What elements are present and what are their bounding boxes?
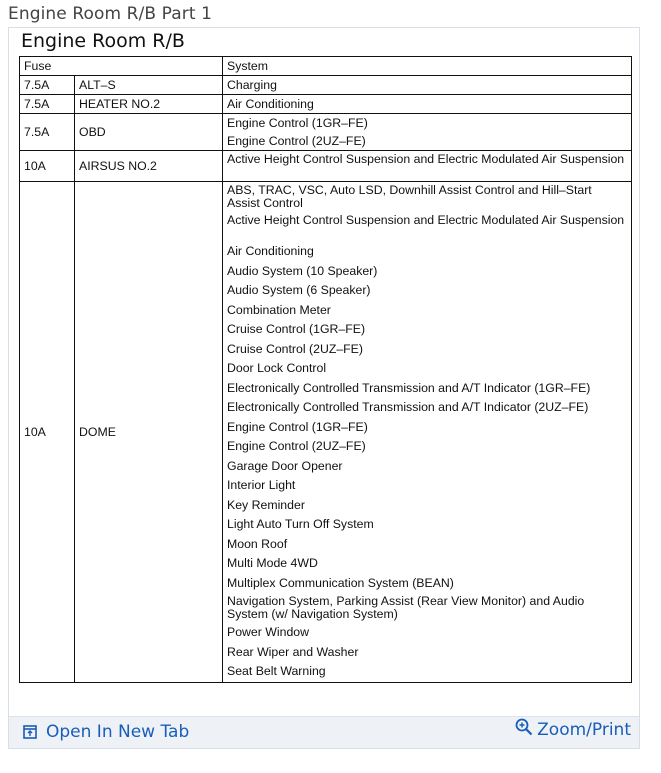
system-entry: Multi Mode 4WD: [227, 556, 318, 570]
open-new-tab-icon: [23, 725, 37, 739]
zoom-in-icon: [515, 718, 533, 736]
system-entry: Multiplex Communication System (BEAN): [227, 575, 454, 590]
system-entry: Cruise Control (1GR–FE): [227, 322, 366, 336]
fuse-amperage: 7.5A: [20, 114, 75, 151]
figure-panel: [8, 27, 640, 749]
system-entry: Audio System (6 Speaker): [227, 283, 371, 297]
table-row: [20, 151, 632, 182]
system-cell: [223, 95, 632, 114]
system-entry: Engine Control (2UZ–FE): [227, 439, 366, 453]
table-row: [20, 114, 632, 151]
system-entry: Active Height Control Suspension and Electric Modulated Air Suspension: [227, 151, 625, 166]
system-cell: [223, 76, 632, 95]
zoom-print-label: Zoom/Print: [537, 720, 631, 740]
system-entry: Electronically Controlled Transmission and A/T Indicator (1GR–FE): [227, 380, 591, 395]
system-entry: Navigation System, Parking Assist (Rear View Monitor) and Audio System (w/ Navigation System): [227, 593, 585, 621]
table-header-row: [20, 57, 632, 76]
system-entry: Seat Belt Warning: [227, 664, 326, 678]
system-entry: Engine Control (1GR–FE): [227, 116, 368, 130]
system-entry: ABS, TRAC, VSC, Auto LSD, Downhill Assist Control and Hill–Start Assist Control: [227, 182, 592, 210]
page-heading: Engine Room R/B Part 1: [8, 4, 213, 24]
fuse-name: DOME: [75, 182, 223, 683]
table-row: [20, 182, 632, 683]
footer-bar: [9, 716, 639, 748]
system-entry: Charging: [227, 78, 277, 92]
system-cell: [223, 114, 632, 151]
system-column-header: System: [223, 57, 632, 76]
fuse-name: HEATER NO.2: [75, 95, 223, 114]
open-in-new-tab-label: Open In New Tab: [46, 722, 190, 742]
system-entry: Light Auto Turn Off System: [227, 517, 374, 531]
system-entry: Door Lock Control: [227, 361, 327, 375]
system-entry: Moon Roof: [227, 536, 288, 551]
system-cell: [223, 182, 632, 683]
table-row: [20, 95, 632, 114]
fuse-name: AIRSUS NO.2: [75, 151, 223, 182]
system-entry: Combination Meter: [227, 302, 331, 317]
system-entry: Air Conditioning: [227, 244, 314, 258]
system-entry: Audio System (10 Speaker): [227, 263, 378, 278]
system-entry: Air Conditioning: [227, 97, 314, 111]
fuse-amperage: 10A: [20, 151, 75, 182]
fuse-amperage: 10A: [20, 182, 75, 683]
system-entry: Engine Control (2UZ–FE): [227, 134, 366, 148]
table-row: [20, 76, 632, 95]
zoom-print-link[interactable]: [515, 720, 631, 740]
fuse-table: [19, 56, 632, 683]
fuse-amperage: 7.5A: [20, 76, 75, 95]
fuse-amperage: 7.5A: [20, 95, 75, 114]
system-entry: Electronically Controlled Transmission and A/T Indicator (2UZ–FE): [227, 400, 589, 414]
system-entry: Interior Light: [227, 478, 296, 492]
fuse-column-header: Fuse: [20, 57, 223, 76]
system-cell: [223, 151, 632, 182]
system-entry: Key Reminder: [227, 497, 305, 512]
fuse-name: OBD: [75, 114, 223, 151]
figure-title: Engine Room R/B: [21, 30, 185, 52]
system-entry: Active Height Control Suspension and Electric Modulated Air Suspension: [227, 212, 625, 227]
system-entry: Cruise Control (2UZ–FE): [227, 341, 363, 356]
fuse-table-body: [20, 76, 632, 683]
system-entry: Engine Control (1GR–FE): [227, 419, 368, 434]
system-entry: Garage Door Opener: [227, 458, 343, 473]
open-in-new-tab-link[interactable]: [23, 722, 189, 742]
system-entry: Power Window: [227, 625, 310, 639]
fuse-name: ALT–S: [75, 76, 223, 95]
system-entry: Rear Wiper and Washer: [227, 644, 359, 659]
